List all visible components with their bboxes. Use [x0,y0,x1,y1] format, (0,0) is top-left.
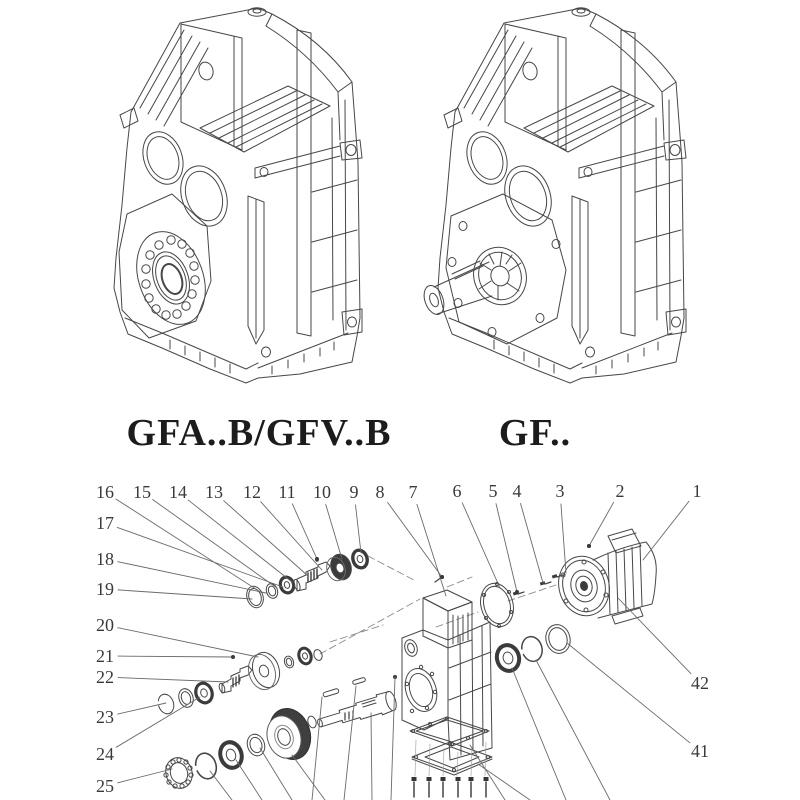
callout-leader-lines [116,499,691,783]
input-shaft-cluster [244,548,444,610]
callout-number-1: 1 [692,481,702,501]
callout-number-8: 8 [375,482,385,502]
exploded-gasket-cover [410,717,492,775]
leader-line-1 [643,501,689,560]
callout-number-24: 24 [96,744,114,764]
leader-line-19 [118,590,252,599]
callout-number-12: 12 [243,482,261,502]
callout-number-17: 17 [96,513,114,533]
gf-output-shaft-flange [420,194,566,344]
callout-number-18: 18 [96,549,114,569]
callout-number-41: 41 [691,741,709,761]
leader-dot-5 [515,590,519,594]
leader-line-21 [118,656,233,657]
callout-number-14: 14 [169,482,187,502]
gearbox-housing-common [114,8,362,383]
exploded-housing [400,590,492,760]
callout-number-3: 3 [555,481,565,501]
leader-line-23 [118,703,166,714]
callout-number-20: 20 [96,615,114,635]
left-model-label: GFA..B/GFV..B [126,412,392,454]
callout-number-9: 9 [349,482,359,502]
leader-line-16 [116,499,262,593]
leader-dot-2 [587,544,591,548]
motor [552,529,656,624]
leader-line-4 [521,504,543,583]
leader-line-5 [496,504,517,592]
leader-line-8 [388,503,442,577]
leader-line-12 [261,502,322,570]
callout-number-11: 11 [278,482,296,502]
leader-line-15 [153,500,277,588]
leader-line-20 [118,628,258,657]
leader-line-7 [417,504,446,596]
callout-number-25: 25 [96,776,114,796]
leader-line-10 [326,504,342,559]
leader-line-18 [118,562,266,593]
callout-number-7: 7 [408,482,418,502]
callout-number-21: 21 [96,646,114,666]
exploded-view [116,499,691,800]
leader-dot-21 [231,655,235,659]
callout-number-23: 23 [96,707,114,727]
leader-line-42 [618,598,691,674]
callout-number-42: 42 [691,673,709,693]
leader-line-9 [355,505,361,553]
callout-number-5: 5 [488,481,498,501]
leader-line-17 [117,527,283,587]
leader-line-14 [188,500,292,582]
leader-dot-11 [315,557,319,561]
leader-line-22 [118,678,228,682]
callout-number-13: 13 [205,482,223,502]
callout-number-10: 10 [313,482,331,502]
callout-number-15: 15 [133,482,151,502]
callout-number-16: 16 [96,482,114,502]
cover-bolts [412,740,489,797]
gfa-bearing-flange [119,194,217,338]
leader-line-3 [561,504,566,573]
callout-number-22: 22 [96,667,114,687]
leader-line-41 [567,643,690,743]
callout-number-4: 4 [512,481,522,501]
callout-number-2: 2 [615,481,625,501]
right-model-label: GF.. [498,412,572,454]
leader-line-6 [462,503,500,588]
leader-dot-8 [440,575,444,579]
gearbox-housing-right [438,8,686,383]
callout-number-6: 6 [452,481,462,501]
callout-number-19: 19 [96,579,114,599]
